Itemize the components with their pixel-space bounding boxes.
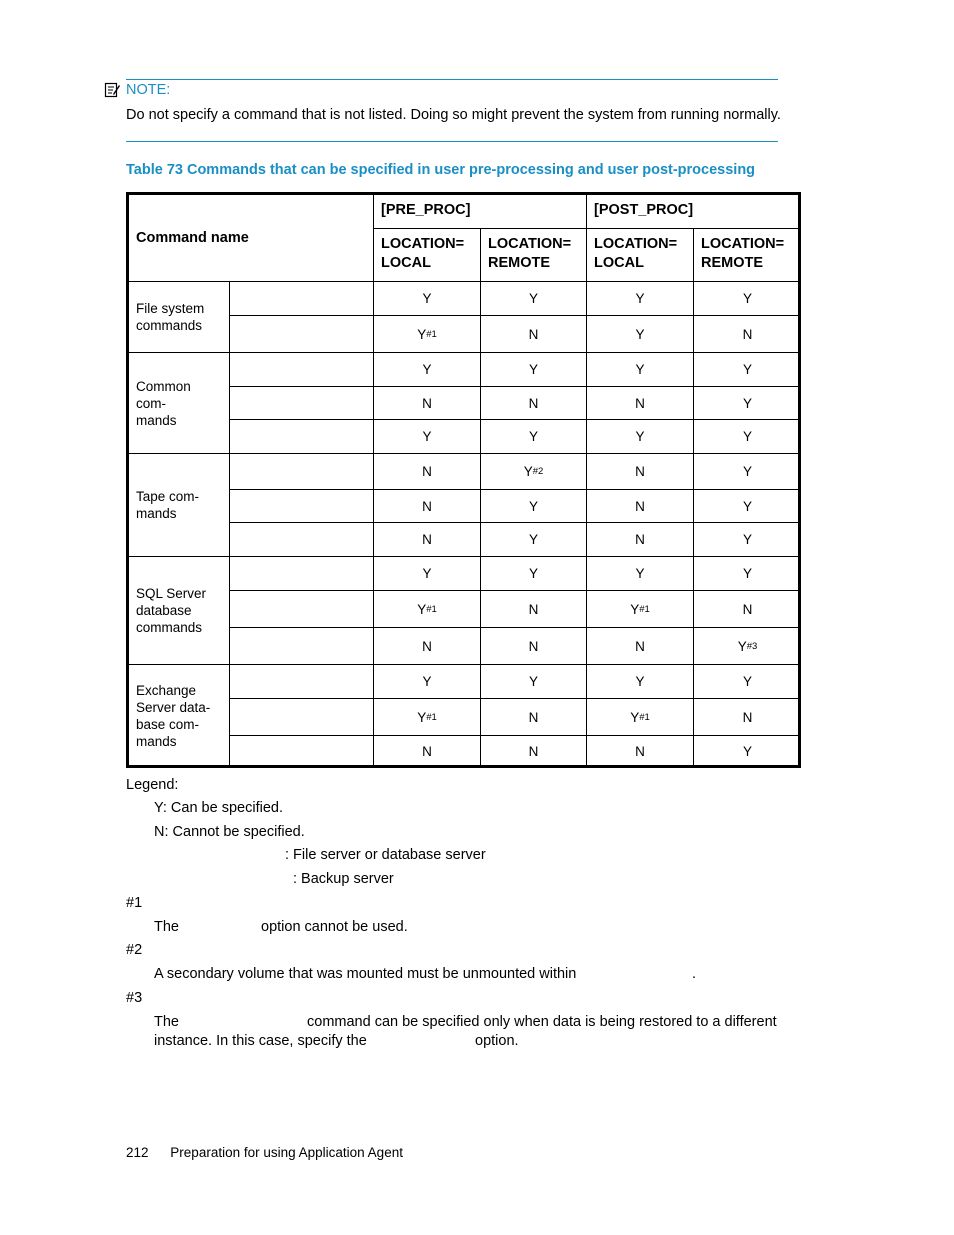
note-heading <box>104 82 170 98</box>
value-cell <box>374 316 481 353</box>
commands-table <box>126 192 801 768</box>
footnote-2-label: #2 <box>126 942 143 958</box>
value-cell <box>694 420 801 454</box>
value-cell <box>481 591 587 628</box>
value-cell <box>694 387 801 420</box>
value-cell <box>587 387 694 420</box>
value-text: N <box>635 498 645 514</box>
value-cell <box>374 523 481 557</box>
group-name-line: base com- <box>136 717 200 732</box>
value-cell <box>374 557 481 591</box>
value-cell <box>587 665 694 699</box>
value-text: Y <box>635 362 645 377</box>
value-cell <box>694 454 801 490</box>
value-text: Y <box>417 326 427 342</box>
header-pre-local <box>374 229 481 282</box>
value-cell <box>374 490 481 523</box>
value-cell <box>374 282 481 316</box>
value-footnote-ref: #1 <box>426 328 437 340</box>
value-cell <box>481 316 587 353</box>
command-cell <box>230 282 374 316</box>
command-cell <box>230 665 374 699</box>
value-cell <box>481 420 587 454</box>
value-text: Y <box>742 291 752 306</box>
header-post-proc-label: [POST_PROC] <box>594 202 694 218</box>
value-text: N <box>635 638 645 654</box>
value-text: Y <box>523 464 533 479</box>
footnote-3-label: #3 <box>126 990 143 1006</box>
value-cell <box>481 628 587 665</box>
value-cell <box>694 353 801 387</box>
value-text: Y <box>528 674 538 689</box>
value-text: Y <box>422 291 432 306</box>
value-text: N <box>422 638 432 654</box>
value-text: Y <box>742 429 752 444</box>
value-text: Y <box>742 498 752 514</box>
value-cell <box>374 387 481 420</box>
command-cell <box>230 699 374 736</box>
value-text: Y <box>417 709 427 725</box>
value-cell <box>374 628 481 665</box>
value-text: Y <box>742 362 752 377</box>
command-cell <box>230 387 374 420</box>
header-col-line: LOCAL <box>594 255 644 271</box>
value-text: Y <box>417 601 427 617</box>
header-command-name <box>129 195 374 282</box>
value-cell <box>481 490 587 523</box>
header-col-line: LOCATION= <box>381 236 465 252</box>
value-cell <box>694 628 801 665</box>
value-text: N <box>422 744 432 759</box>
note-text: Do not specify a command that is not listed. Doing so might prevent the system from running normally. <box>126 107 781 123</box>
value-text: N <box>635 464 645 479</box>
value-cell <box>481 665 587 699</box>
value-cell <box>694 490 801 523</box>
value-cell <box>587 699 694 736</box>
header-col-line: REMOTE <box>701 255 764 271</box>
value-cell <box>587 628 694 665</box>
value-text: N <box>422 464 432 479</box>
value-text: N <box>635 532 645 547</box>
value-text: N <box>422 395 432 411</box>
value-text: N <box>422 532 432 547</box>
group-name-cell <box>129 282 230 353</box>
group-name <box>136 378 222 429</box>
value-text: N <box>528 395 539 411</box>
header-post-proc <box>587 195 801 229</box>
note-bottom-rule <box>126 141 778 142</box>
header-col-line: REMOTE <box>488 255 551 271</box>
value-text: Y <box>422 429 432 444</box>
value-cell <box>587 591 694 628</box>
group-name-line: mands <box>136 506 177 521</box>
command-cell <box>230 454 374 490</box>
group-name-cell <box>129 665 230 767</box>
group-name-line: mands <box>136 734 177 749</box>
value-footnote-ref: #2 <box>532 466 544 477</box>
group-name-cell <box>129 454 230 557</box>
value-text: Y <box>742 744 752 759</box>
group-name-line: database <box>136 603 192 618</box>
group-name-line: Server data- <box>136 700 211 715</box>
group-name <box>136 488 199 522</box>
value-cell <box>694 591 801 628</box>
footnote-3-post: command can be specified only when data is being restored to a different <box>307 1014 777 1030</box>
value-text: Y <box>742 464 752 479</box>
value-cell <box>694 282 801 316</box>
legend-n: N: Cannot be specified. <box>154 824 305 840</box>
command-cell <box>230 490 374 523</box>
value-cell <box>587 736 694 767</box>
group-name-line: Exchange <box>136 683 197 698</box>
value-text: Y <box>635 674 645 689</box>
value-text: N <box>528 601 539 617</box>
value-text: Y <box>635 566 645 581</box>
value-text: N <box>742 601 753 617</box>
footnote-3-pre: The <box>154 1014 179 1030</box>
value-cell <box>481 353 587 387</box>
value-footnote-ref: #1 <box>426 711 437 723</box>
value-cell <box>374 420 481 454</box>
value-text: N <box>742 326 753 342</box>
value-cell <box>374 353 481 387</box>
value-text: Y <box>422 674 432 689</box>
value-cell <box>374 454 481 490</box>
value-cell <box>374 699 481 736</box>
value-cell <box>587 557 694 591</box>
note-icon <box>104 82 120 98</box>
value-cell <box>481 282 587 316</box>
value-cell <box>481 699 587 736</box>
legend-y: Y: Can be specified. <box>154 800 283 816</box>
header-post-remote <box>694 229 801 282</box>
value-text: Y <box>528 566 538 581</box>
group-name-line: commands <box>136 318 203 333</box>
value-footnote-ref: #1 <box>426 603 437 615</box>
value-cell <box>587 282 694 316</box>
group-name-line: commands <box>136 620 203 635</box>
footnote-3-line2-pre: instance. In this case, specify the <box>154 1033 367 1049</box>
header-col-line: LOCAL <box>381 255 431 271</box>
command-cell <box>230 628 374 665</box>
value-text: N <box>528 326 539 342</box>
value-cell <box>587 420 694 454</box>
value-text: Y <box>742 532 752 547</box>
command-cell <box>230 353 374 387</box>
group-name-line: Common com- <box>136 378 191 411</box>
value-cell <box>694 665 801 699</box>
footnote-2-pre: A secondary volume that was mounted must be unmounted within <box>154 966 577 982</box>
value-text: Y <box>737 638 747 654</box>
value-text: Y <box>742 674 752 689</box>
group-name <box>136 682 210 750</box>
value-text: Y <box>422 566 432 581</box>
value-text: Y <box>528 498 538 514</box>
command-cell <box>230 316 374 353</box>
value-text: N <box>528 638 539 654</box>
value-text: Y <box>630 709 640 725</box>
footnote-3-line2-post: option. <box>475 1033 519 1049</box>
footnote-2-post: . <box>692 966 697 982</box>
value-cell <box>587 523 694 557</box>
value-text: N <box>742 709 753 725</box>
header-pre-proc-label: [PRE_PROC] <box>381 202 471 218</box>
value-cell <box>694 699 801 736</box>
value-text: N <box>528 744 539 759</box>
value-text: Y <box>528 532 538 547</box>
group-name-line: Tape com- <box>136 489 200 504</box>
header-col-line: LOCATION= <box>594 236 678 252</box>
command-cell <box>230 523 374 557</box>
footnote-1-label: #1 <box>126 895 143 911</box>
legend-remote: : Backup server <box>293 871 394 887</box>
header-pre-proc <box>374 195 587 229</box>
value-cell <box>694 523 801 557</box>
value-text: Y <box>528 429 538 444</box>
value-text: Y <box>528 291 538 306</box>
group-name-line: mands <box>136 412 177 428</box>
value-text: Y <box>528 362 538 377</box>
command-cell <box>230 736 374 767</box>
value-cell <box>694 557 801 591</box>
group-name-cell <box>129 353 230 454</box>
page-footer <box>126 1145 421 1160</box>
value-text: Y <box>422 362 432 377</box>
footer-section-title: Preparation for using Application Agent <box>170 1145 403 1160</box>
value-text: Y <box>635 429 645 444</box>
header-col-line: LOCATION= <box>701 236 785 252</box>
value-cell <box>374 591 481 628</box>
footnote-1-post: option cannot be used. <box>261 919 408 935</box>
note-heading-label: NOTE: <box>126 82 171 98</box>
value-cell <box>481 454 587 490</box>
value-cell <box>374 665 481 699</box>
group-name-line: File system <box>136 301 205 316</box>
value-cell <box>481 557 587 591</box>
value-text: Y <box>635 326 645 342</box>
command-cell <box>230 591 374 628</box>
value-text: N <box>635 395 645 411</box>
table-caption: Table 73 Commands that can be specified in user pre-processing and user post-processing <box>126 162 756 178</box>
legend-local: : File server or database server <box>285 847 486 863</box>
value-cell <box>587 316 694 353</box>
value-text: N <box>635 744 645 759</box>
value-text: N <box>422 498 432 514</box>
legend-title: Legend: <box>126 777 179 793</box>
command-cell <box>230 557 374 591</box>
value-cell <box>587 454 694 490</box>
group-name-line: SQL Server <box>136 586 207 601</box>
header-command-name-label: Command name <box>136 229 249 246</box>
value-cell <box>481 523 587 557</box>
value-cell <box>481 387 587 420</box>
value-footnote-ref: #1 <box>639 711 650 723</box>
value-footnote-ref: #1 <box>639 603 650 615</box>
group-name-cell <box>129 557 230 665</box>
page-number: 212 <box>126 1145 149 1160</box>
value-cell <box>587 353 694 387</box>
header-post-local <box>587 229 694 282</box>
header-pre-remote <box>481 229 587 282</box>
value-cell <box>481 736 587 767</box>
value-cell <box>694 736 801 767</box>
footnote-1-pre: The <box>154 919 179 935</box>
value-cell <box>694 316 801 353</box>
group-name <box>136 585 206 636</box>
value-text: Y <box>742 566 752 581</box>
value-footnote-ref: #3 <box>746 640 758 652</box>
value-cell <box>587 490 694 523</box>
value-cell <box>374 736 481 767</box>
value-text: Y <box>635 291 645 306</box>
header-col-line: LOCATION= <box>488 236 572 252</box>
note-top-rule <box>126 79 778 80</box>
group-name <box>136 300 204 334</box>
value-text: Y <box>630 601 640 617</box>
value-text: Y <box>742 395 752 411</box>
value-text: N <box>528 709 539 725</box>
command-cell <box>230 420 374 454</box>
